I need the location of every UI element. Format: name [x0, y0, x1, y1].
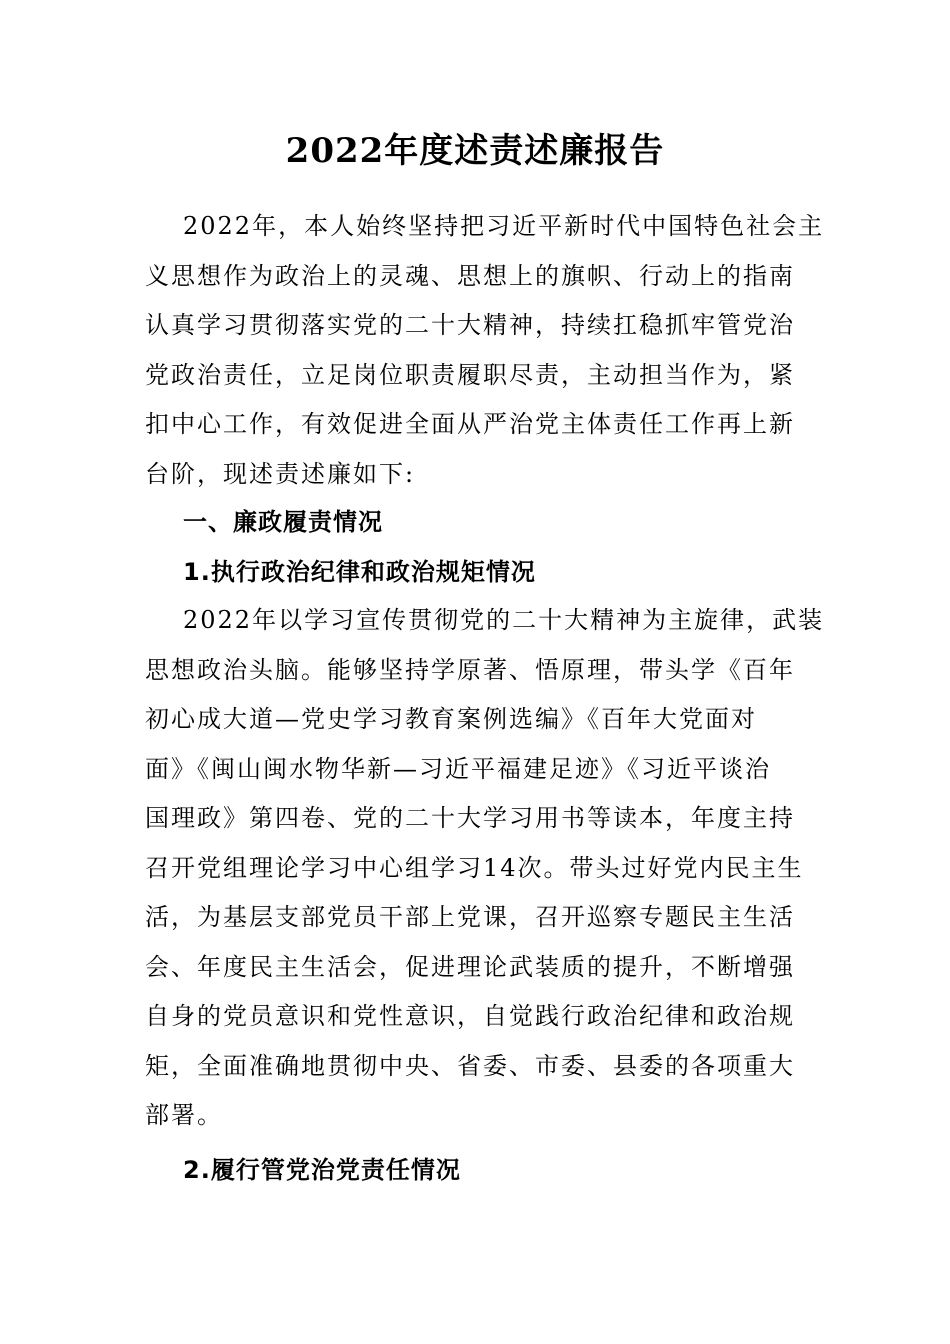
- paragraph-line: 召开党组理论学习中心组学习14次。带头过好党内民主生: [145, 853, 804, 882]
- paragraph-line: 自身的党员意识和党性意识，自觉践行政治纪律和政治规: [145, 1002, 795, 1030]
- subsection-heading: 1.执行政治纪律和政治规矩情况: [183, 558, 536, 586]
- paragraph-line: 部署。: [145, 1101, 223, 1129]
- paragraph-line: 会、年度民主生活会，促进理论武装质的提升，不断增强: [145, 952, 795, 981]
- paragraph-line: 认真学习贯彻落实党的二十大精神，持续扛稳抓牢管党治: [145, 311, 795, 339]
- paragraph-line: 党政治责任，立足岗位职责履职尽责，主动担当作为，紧: [145, 360, 795, 389]
- paragraph-line: 义思想作为政治上的灵魂、思想上的旗帜、行动上的指南: [145, 261, 795, 290]
- paragraph-line: 国理政》第四卷、党的二十大学习用书等读本，年度主持: [145, 804, 795, 832]
- paragraph-line: 矩，全面准确地贯彻中央、省委、市委、县委的各项重大: [145, 1051, 795, 1080]
- paragraph-line: 活，为基层支部党员干部上党课，召开巡察专题民主生活: [145, 903, 795, 931]
- paragraph-line: 面》《闽山闽水物华新—习近平福建足迹》《习近平谈治: [145, 754, 771, 783]
- paragraph-line: 初心成大道—党史学习教育案例选编》《百年大党面对: [145, 705, 757, 733]
- subsection-paragraph: [145, 596, 825, 1141]
- paragraph-line: 台阶，现述责述廉如下:: [145, 459, 416, 488]
- paragraph-line: 2022年以学习宣传贯彻党的二十大精神为主旋律，武装: [183, 606, 825, 634]
- intro-paragraph: [145, 202, 825, 499]
- paragraph-line: 扣中心工作，有效促进全面从严治党主体责任工作再上新: [145, 410, 795, 438]
- paragraph-line: 思想政治头脑。能够坚持学原著、悟原理，带头学《百年: [145, 655, 795, 684]
- subsection-heading: 2.履行管党治党责任情况: [183, 1156, 461, 1184]
- paragraph-line: 2022年，本人始终坚持把习近平新时代中国特色社会主: [183, 212, 825, 240]
- section-heading: 一、廉政履责情况: [183, 508, 383, 536]
- document-title: 2022年度述责述廉报告: [285, 131, 665, 171]
